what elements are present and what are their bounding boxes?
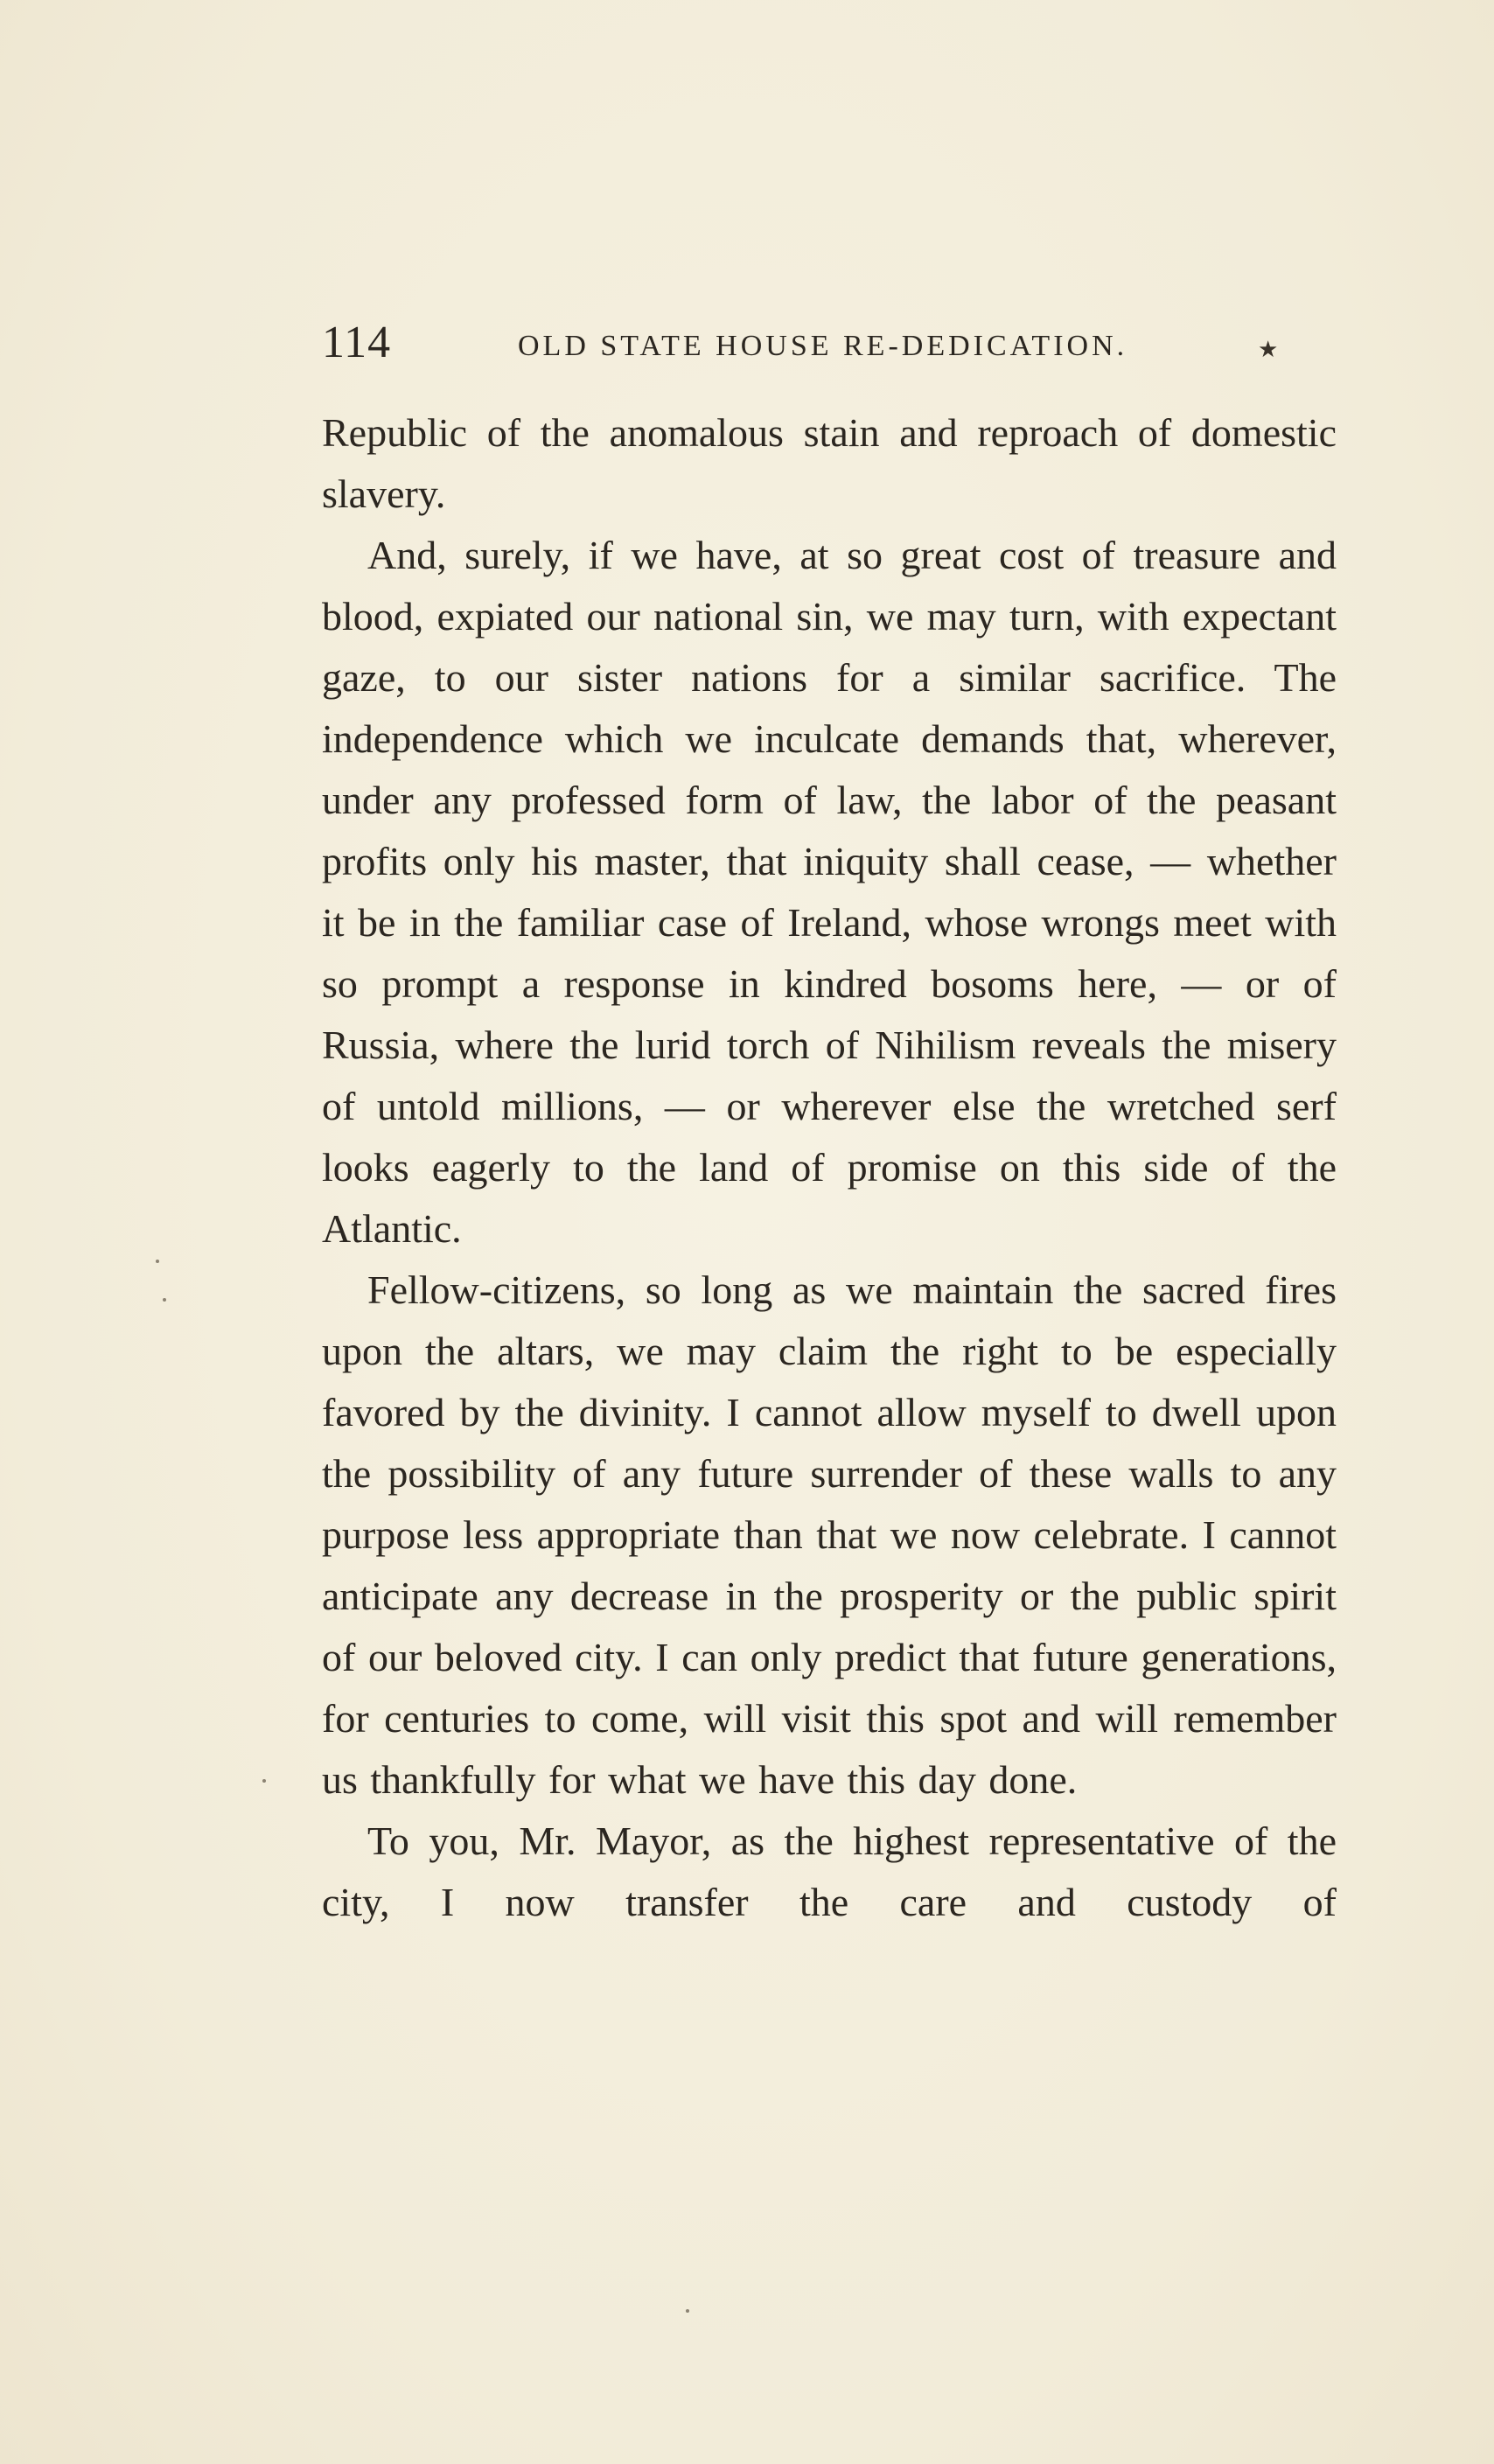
page-header: [322, 317, 1284, 369]
paragraph-4: To you, Mr. Mayor, as the highest representative of the city, I now transfer the care and custody of: [322, 1818, 1337, 1924]
page-number: 114: [322, 318, 392, 367]
ornament-mark: ★: [1258, 337, 1279, 362]
paper-speck: [686, 2309, 689, 2313]
paper-speck: [262, 1779, 266, 1783]
paragraph-2: And, surely, if we have, at so great cost of treasure and blood, expiated our national sin, we may turn, with expectant gaze, to our sister nations for a similar sacrifice. The independence which we inculcate demands that, wherever, under any professed form of law, the labor of the peasant profits only his master, that iniquity shall cease, — whether it be in the familiar case of Ireland, whose wrongs meet with so prompt a response in kindred bosoms here, — or of Russia, where the lurid torch of Nihilism reveals the misery of untold millions, — or wherever else the wretched serf looks eagerly to the land of promise on this side of the Atlantic.: [322, 533, 1337, 1251]
paragraph-1: Republic of the anomalous stain and reproach of domestic slavery.: [322, 410, 1337, 516]
paper-speck: [156, 1260, 159, 1263]
running-head: OLD STATE HOUSE RE-DEDICATION.: [518, 330, 1128, 362]
paragraph-3: Fellow-citizens, so long as we maintain the sacred fires upon the altars, we may claim the right to be especially favored by the divinity. I cannot allow myself to dwell upon the possibility of any future surrender of these walls to any purpose less appropriate than that we now celebrate. I cannot anticipate any decrease in the prosperity or the public spirit of our beloved city. I can only predict that future generations, for centuries to come, will visit this spot and will remember us thankfully for what we have this day done.: [322, 1267, 1337, 1802]
paper-speck: [163, 1298, 166, 1302]
body-text: [322, 402, 1337, 1933]
